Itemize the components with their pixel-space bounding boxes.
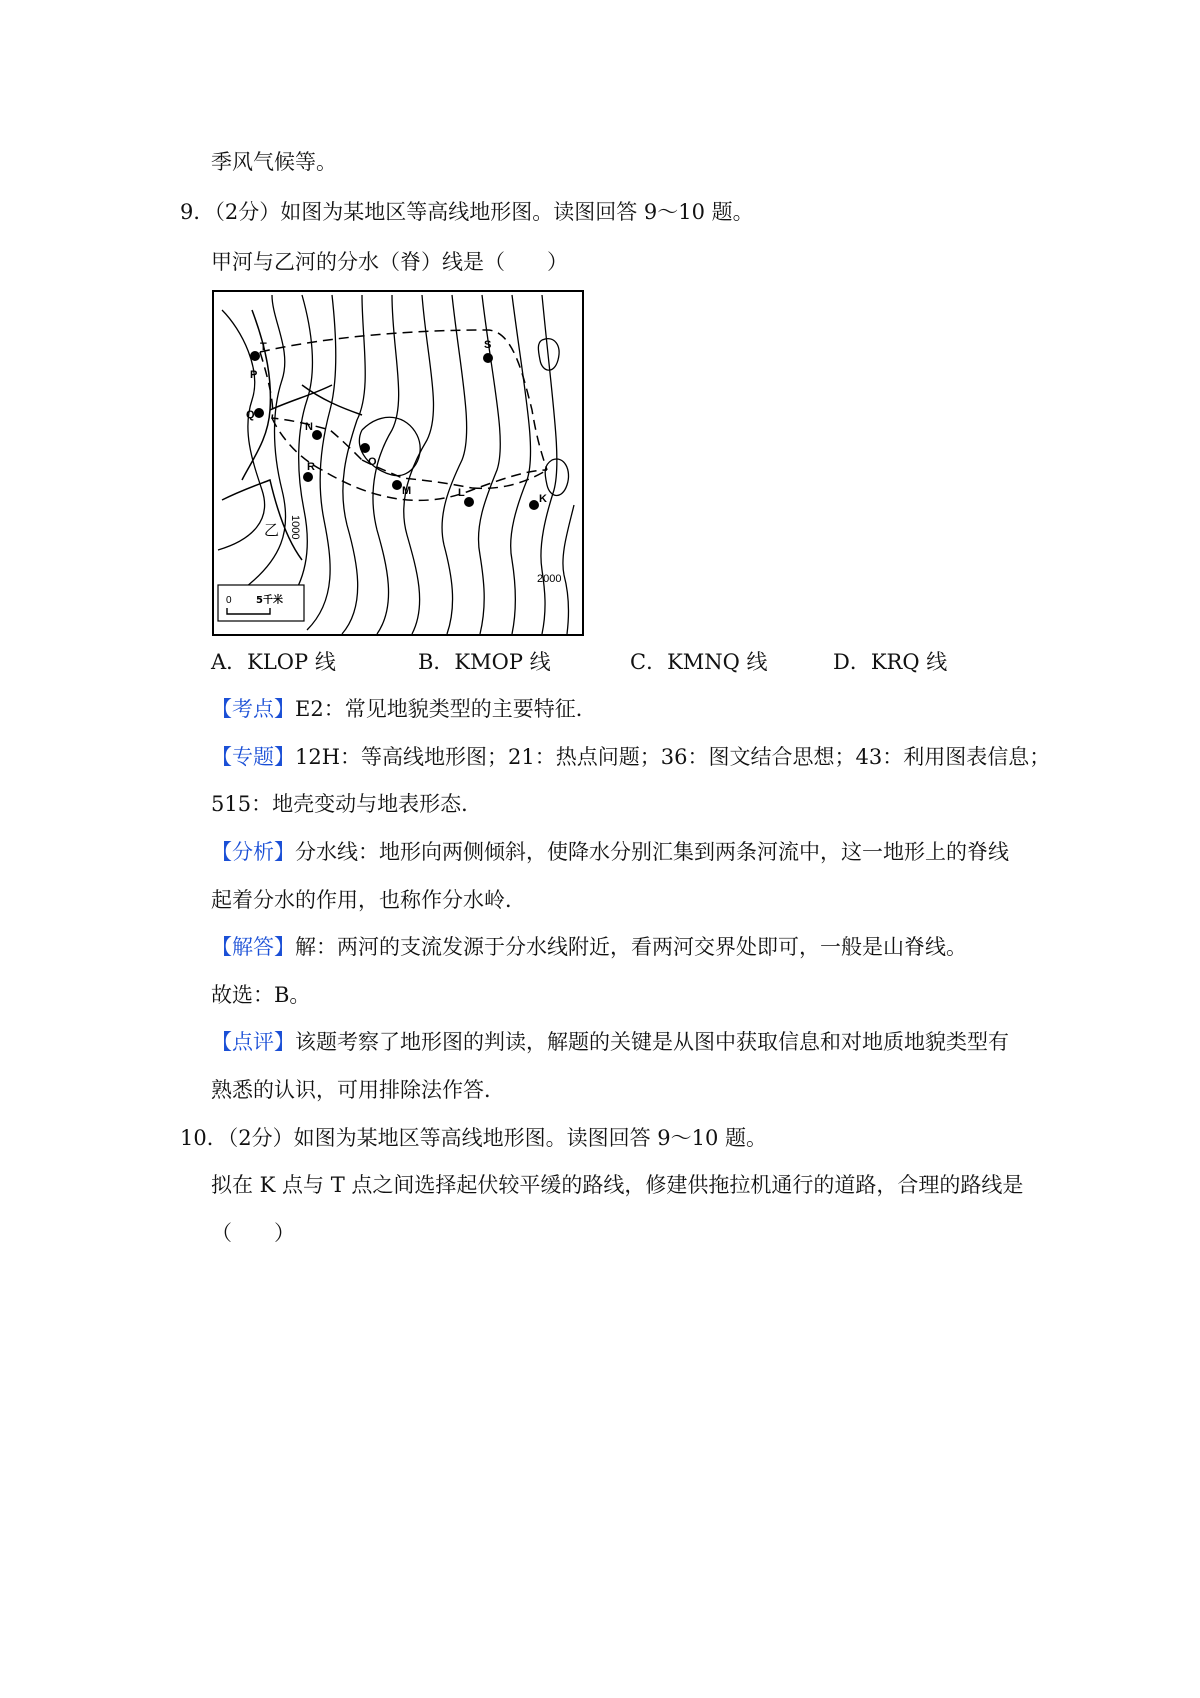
point-label-R: R <box>307 461 315 473</box>
kaodian-line <box>211 695 597 723</box>
fenxi-line-1 <box>211 838 1009 866</box>
question-10-stem: 拟在 K 点与 T 点之间选择起伏较平缓的路线，修建供拖拉机通行的道路，合理的路线是 <box>211 1173 1024 1197</box>
river-label-yi: 乙 <box>264 521 280 539</box>
scale-bar <box>218 585 304 621</box>
dianping-tag: 【点评】 <box>211 1030 295 1054</box>
zhuanti-line-1 <box>211 743 1050 771</box>
point-label-T: T <box>260 341 267 353</box>
point-label-O: O <box>368 456 377 468</box>
fenxi-line-2: 起着分水的作用，也称作分水岭． <box>211 888 526 912</box>
fenxi-text-1: 分水线：地形向两侧倾斜，使降水分别汇集到两条河流中，这一地形上的脊线 <box>295 840 1009 864</box>
point-label-P: P <box>250 369 258 381</box>
option-c: C．KMNQ 线 <box>630 650 768 674</box>
dianping-line-1 <box>211 1028 1009 1056</box>
question-10-answer-paren: （ ） <box>211 1221 295 1245</box>
zhuanti-text-1: 12H：等高线地形图；21：热点问题；36：图文结合思想；43：利用图表信息； <box>295 745 1051 769</box>
zhuanti-tag: 【专题】 <box>211 745 295 769</box>
point-label-M: M <box>402 485 412 497</box>
point-label-Q: Q <box>246 409 255 421</box>
point-label-S: S <box>484 339 492 351</box>
question-10-header: 10．（2分）如图为某地区等高线地形图。读图回答 9～10 题。 <box>180 1126 768 1150</box>
scale-zero: 0 <box>226 595 232 606</box>
contour-label-2000: 2000 <box>537 573 562 585</box>
jieda-line <box>211 933 967 961</box>
kaodian-tag: 【考点】 <box>211 697 295 721</box>
kaodian-text: E2：常见地貌类型的主要特征． <box>295 697 597 721</box>
jieda-tag: 【解答】 <box>211 935 295 959</box>
scale-label: 5千米 <box>256 595 283 606</box>
point-label-K: K <box>539 493 547 505</box>
contour-map <box>212 290 584 636</box>
contour-label-1000: 1000 <box>289 515 301 540</box>
jieda-text: 解：两河的支流发源于分水线附近，看两河交界处即可，一般是山脊线。 <box>295 935 967 959</box>
point-label-L: L <box>458 487 465 499</box>
option-b: B．KMOP 线 <box>418 650 551 674</box>
dianping-text-1: 该题考察了地形图的判读，解题的关键是从图中获取信息和对地质地貌类型有 <box>295 1030 1009 1054</box>
option-a: A．KLOP 线 <box>211 650 336 674</box>
point-label-N: N <box>305 421 313 433</box>
question-9-stem: 甲河与乙河的分水（脊）线是（ ） <box>211 250 568 274</box>
option-d: D．KRQ 线 <box>833 650 948 674</box>
question-9-header: 9．（2分）如图为某地区等高线地形图。读图回答 9～10 题。 <box>180 200 754 224</box>
zhuanti-line-2: 515：地壳变动与地表形态． <box>211 792 483 816</box>
dianping-line-2: 熟悉的认识，可用排除法作答． <box>211 1078 505 1102</box>
text-continuation: 季风气候等。 <box>211 150 337 174</box>
answer-line: 故选：B。 <box>211 983 311 1007</box>
fenxi-tag: 【分析】 <box>211 840 295 864</box>
